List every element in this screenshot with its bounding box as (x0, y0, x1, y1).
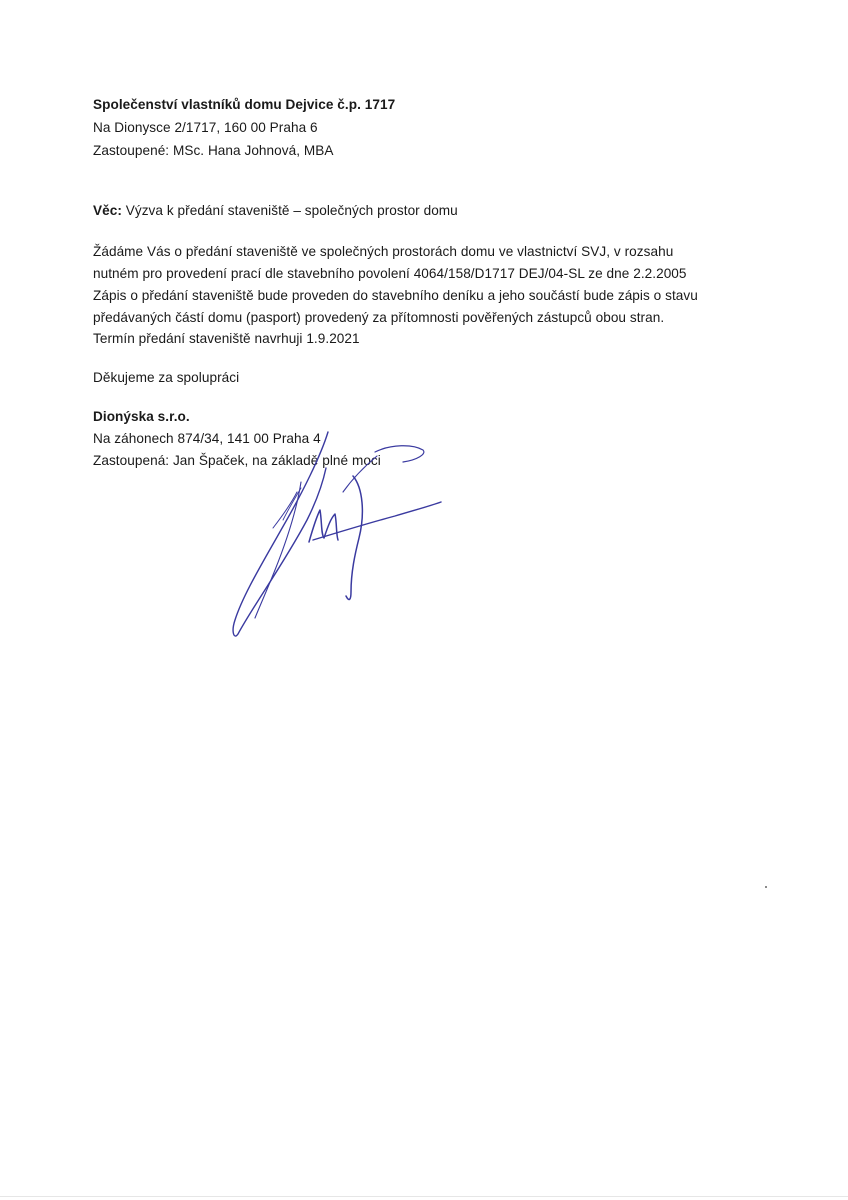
subject-label: Věc: (93, 203, 122, 218)
body-line-1: Žádáme Vás o předání staveniště ve společných prostorách domu ve vlastnictví SVJ, v rozsahu (93, 244, 674, 259)
closing-text: Děkujeme za spolupráci (93, 370, 240, 385)
signatory-company: Dionýska s.r.o. (93, 409, 190, 424)
signatory-address: Na záhonech 874/34, 141 00 Praha 4 (93, 431, 321, 446)
signatory-represented: Zastoupená: Jan Špaček, na základě plné moci (93, 453, 381, 468)
scan-speck (765, 886, 767, 888)
handwritten-signature (225, 430, 455, 645)
scan-bottom-edge (0, 1196, 848, 1197)
body-line-5: Termín předání staveniště navrhuji 1.9.2021 (93, 331, 360, 346)
sender-name: Společenství vlastníků domu Dejvice č.p. 1717 (93, 97, 396, 112)
subject-line (93, 203, 458, 219)
body-line-4: předávaných částí domu (pasport) provedený za přítomnosti pověřených zástupců obou stran. (93, 310, 665, 325)
body-line-2: nutném pro provedení prací dle stavebního povolení 4064/158/D1717 DEJ/04-SL ze dne 2.2.2005 (93, 266, 687, 281)
subject-text: Výzva k předání staveniště – společných prostor domu (121, 203, 458, 218)
sender-address: Na Dionysce 2/1717, 160 00 Praha 6 (93, 120, 318, 135)
body-line-3: Zápis o předání staveniště bude proveden do stavebního deníku a jeho součástí bude zápis o stavu (93, 288, 698, 303)
sender-represented: Zastoupené: MSc. Hana Johnová, MBA (93, 143, 334, 158)
